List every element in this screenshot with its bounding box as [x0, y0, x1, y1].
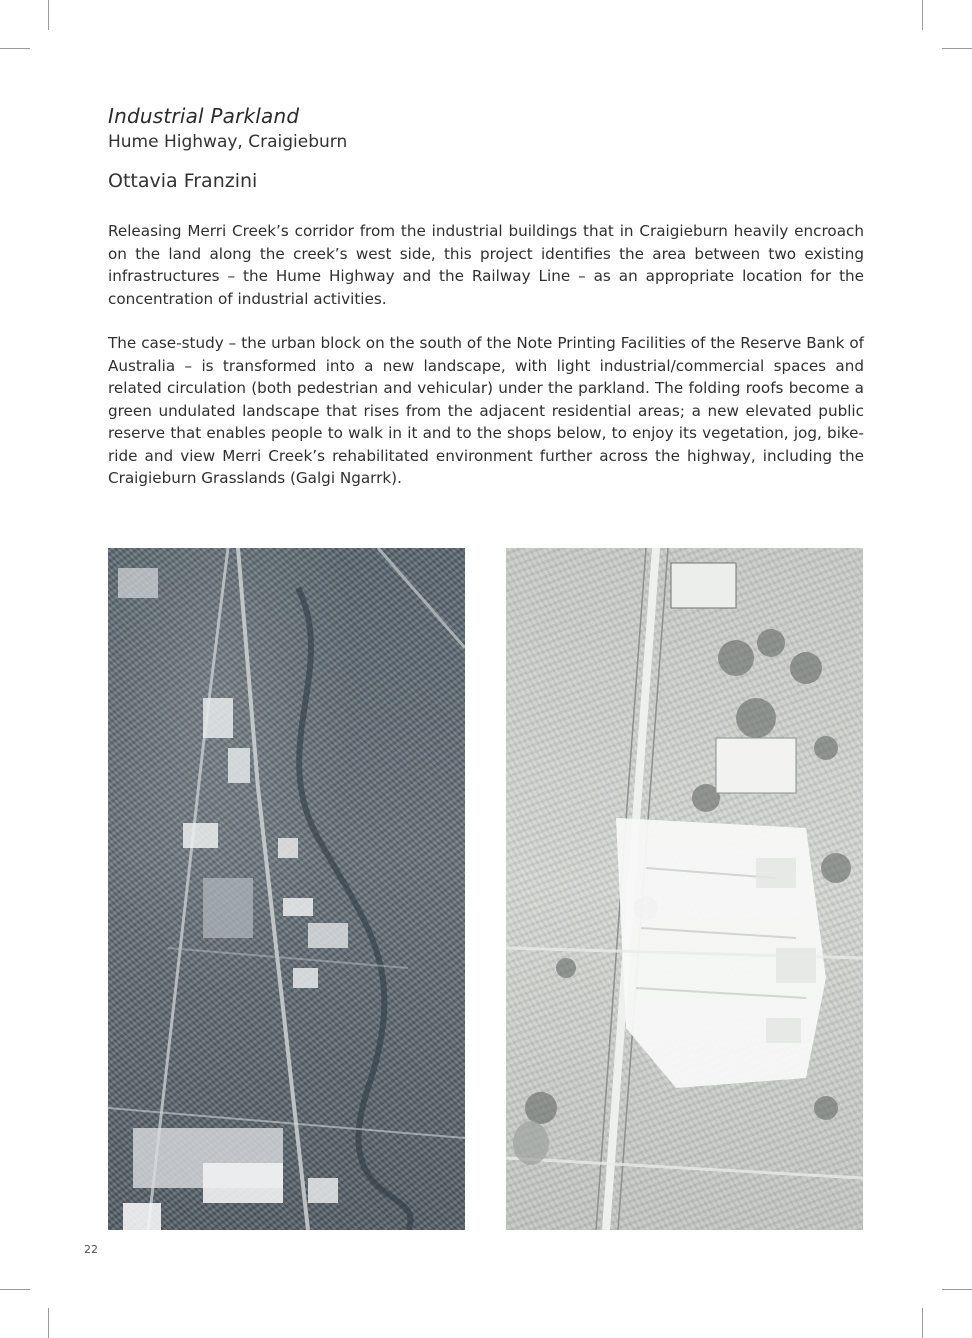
aerial-photo-existing	[108, 548, 465, 1230]
crop-mark	[48, 0, 49, 30]
aerial-photo-drawing	[108, 548, 465, 1230]
article-title: Industrial Parkland	[108, 104, 300, 128]
body-paragraph: The case-study – the urban block on the south of the Note Printing Facilities of the Reserve Bank of Australia – is transformed into a new landscape, with light industrial/commercial spaces and related circulation (both pedestrian and vehicular) under the parkland. The folding roofs become a green undulated landscape that rises from the adjacent residential areas; a new elevated public reserve that enables people to walk in it and to the shops below, to enjoy its vegetation, jog, bike-ride and view Merri Creek’s rehabilitated environment further across the highway, including the Craigieburn Grasslands (Galgi Ngarrk).	[108, 334, 864, 487]
crop-mark	[48, 1308, 49, 1338]
crop-mark	[942, 1289, 972, 1290]
aerial-photo-proposal	[506, 548, 863, 1230]
article-subtitle: Hume Highway, Craigieburn	[108, 132, 348, 152]
body-paragraph: Releasing Merri Creek’s corridor from the industrial buildings that in Craigieburn heavily encroach on the land along the creek’s west side, this project identifies the area between two existing infrastructures – the Hume Highway and the Railway Line – as an appropriate location for the concentration of industrial activities.	[108, 222, 864, 308]
crop-mark	[922, 1308, 923, 1338]
crop-mark	[942, 48, 972, 49]
crop-mark	[0, 48, 30, 49]
page-number: 22	[84, 1243, 98, 1256]
crop-mark	[922, 0, 923, 30]
article-author: Ottavia Franzini	[108, 170, 258, 192]
aerial-photo-drawing	[506, 548, 863, 1230]
crop-mark	[0, 1289, 30, 1290]
